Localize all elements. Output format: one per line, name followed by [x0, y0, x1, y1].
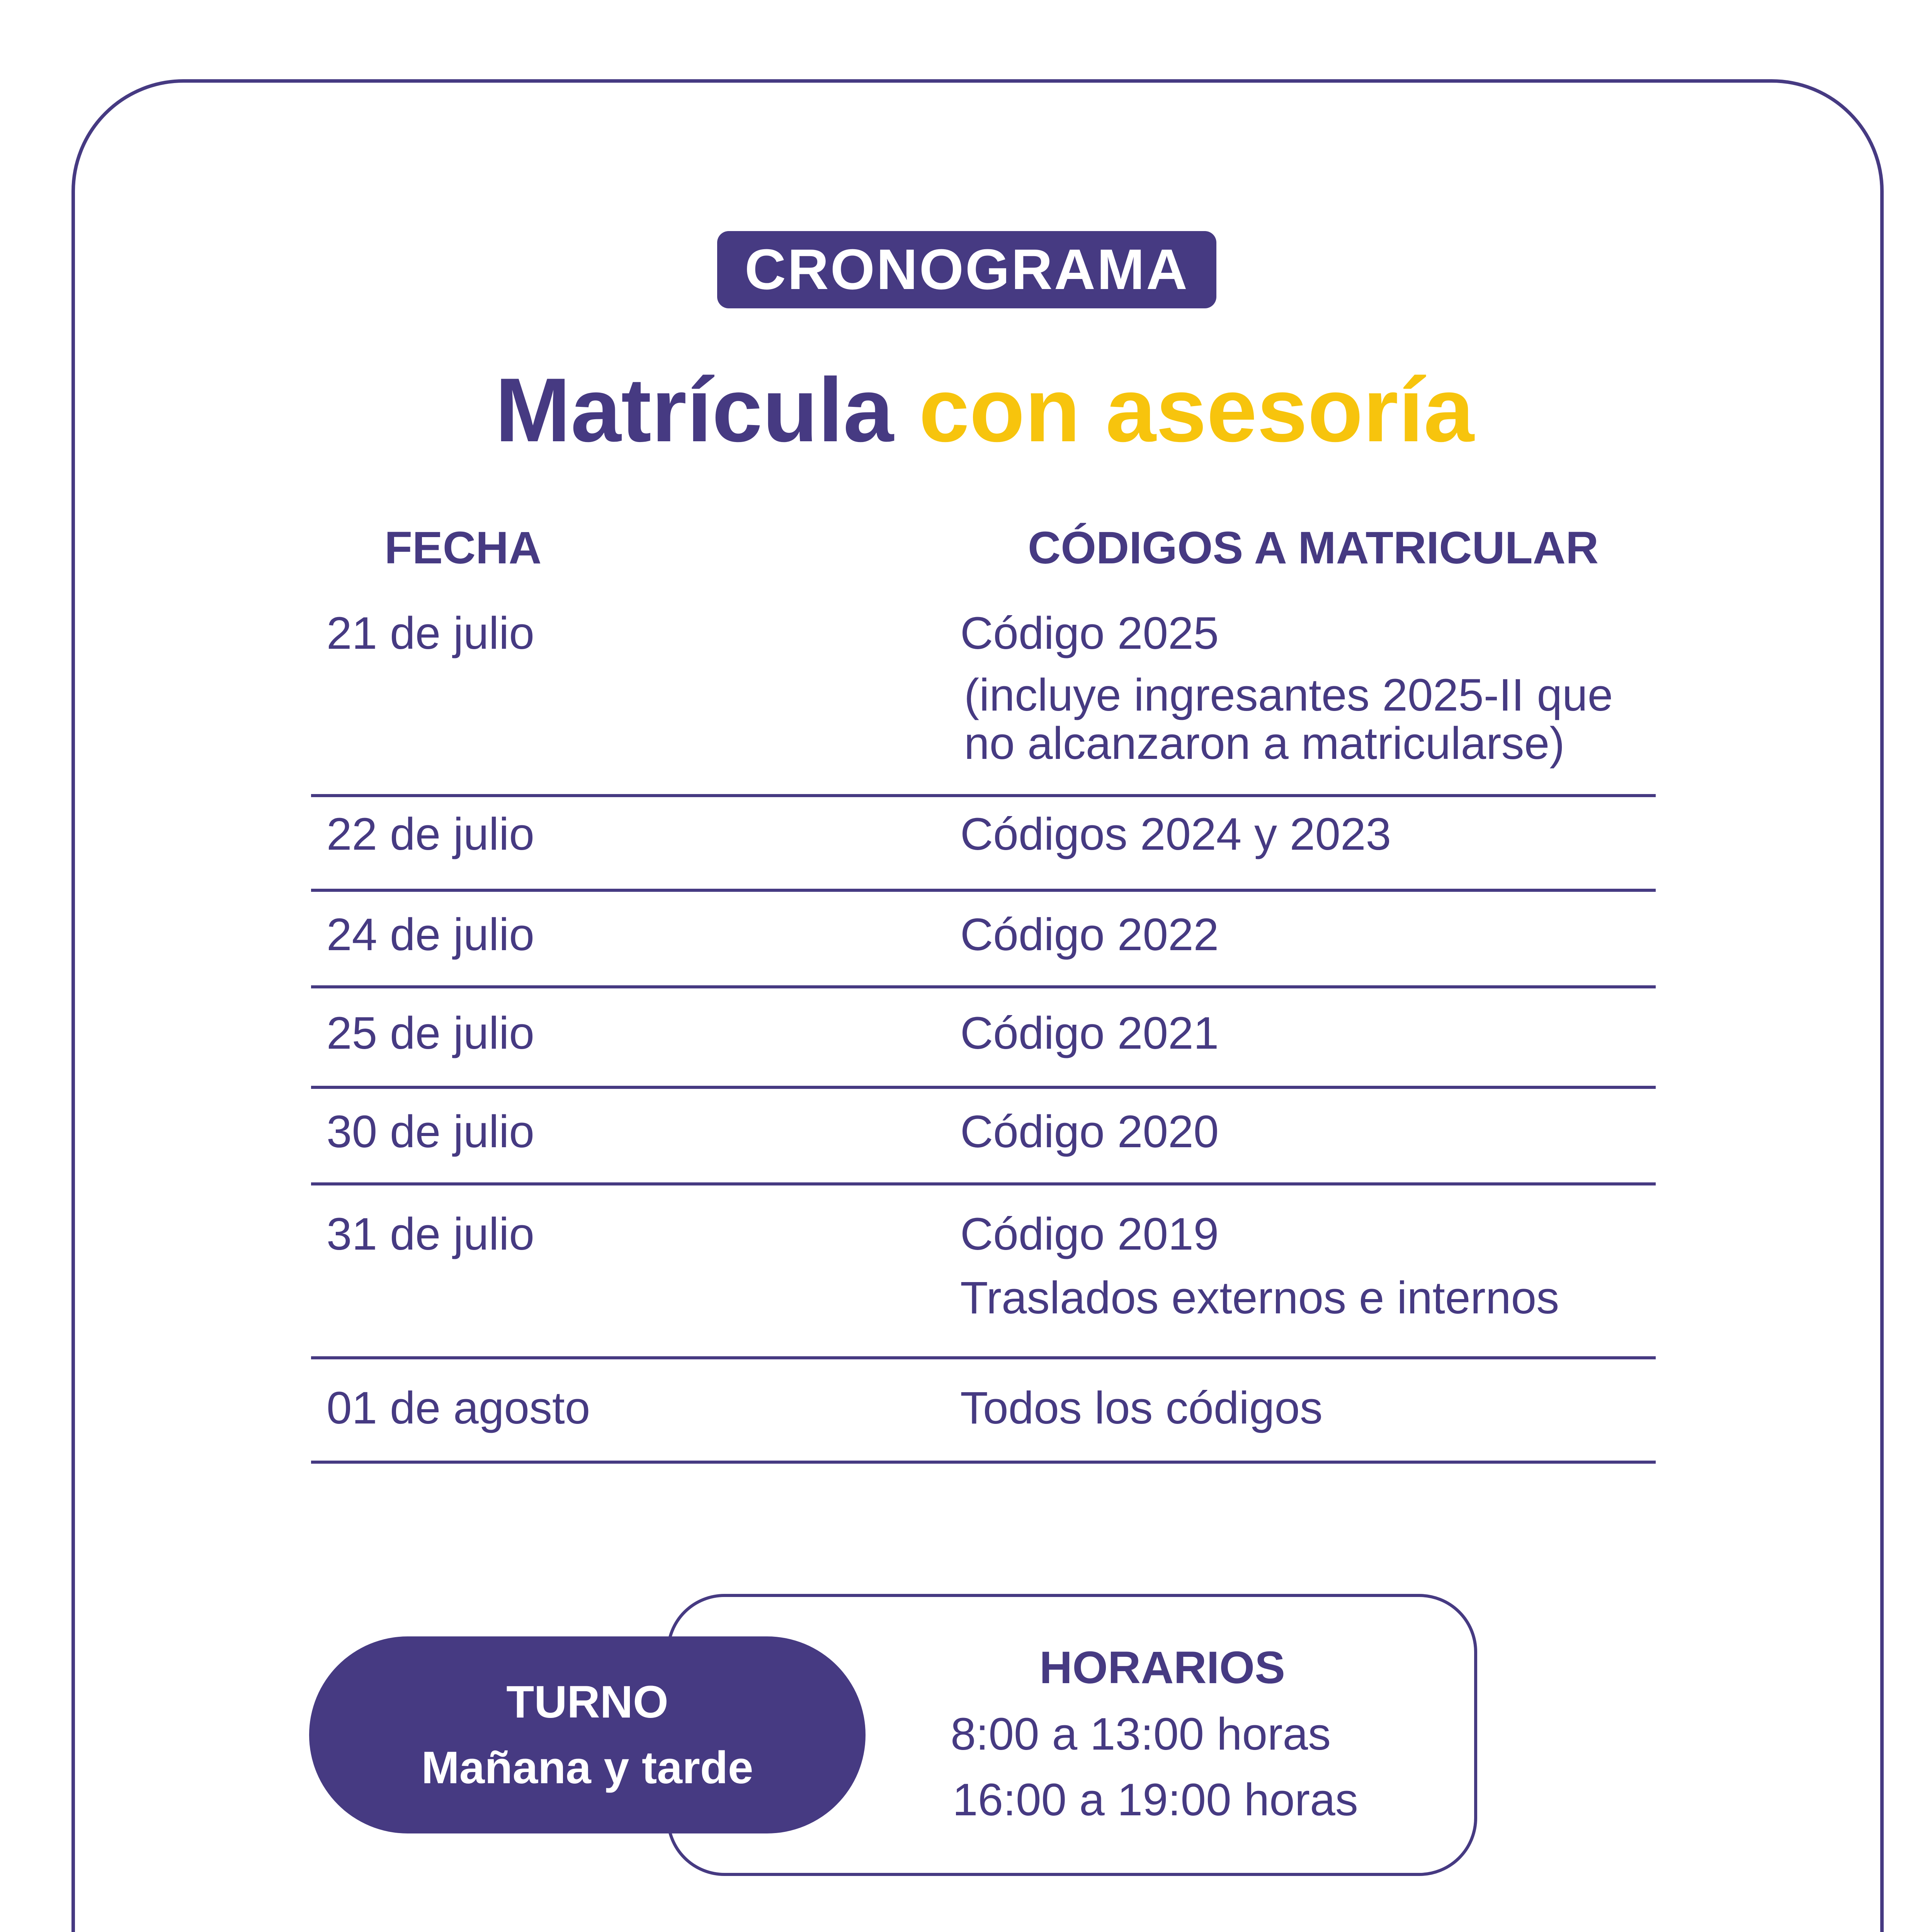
row-4-codigo: Código 2021 — [960, 1008, 1219, 1059]
row-1-nota-1: (incluye ingresantes 2025-II que — [964, 670, 1613, 721]
title-part-1: Matrícula — [495, 359, 894, 461]
row-7-fecha: 01 de agosto — [327, 1383, 590, 1434]
row-1-fecha: 21 de julio — [327, 608, 534, 659]
header-codigos: CÓDIGOS A MATRICULAR — [1028, 522, 1599, 573]
row-divider — [311, 1086, 1656, 1089]
row-divider — [311, 985, 1656, 988]
row-divider — [311, 1461, 1656, 1464]
row-4-fecha: 25 de julio — [327, 1008, 534, 1059]
turno-label: TURNO — [506, 1677, 668, 1728]
row-3-fecha: 24 de julio — [327, 909, 534, 960]
cronograma-badge: CRONOGRAMA — [717, 231, 1216, 308]
row-6-nota-1: Traslados externos e internos — [960, 1272, 1560, 1323]
row-2-fecha: 22 de julio — [327, 809, 534, 860]
row-5-codigo: Código 2020 — [960, 1106, 1219, 1157]
row-divider — [311, 1182, 1656, 1185]
page-title — [0, 357, 1932, 462]
row-6-fecha: 31 de julio — [327, 1209, 534, 1260]
horario-item: 8:00 a 13:00 horas — [951, 1709, 1331, 1760]
row-1-nota-2: no alcanzaron a matricularse) — [964, 718, 1565, 769]
horarios-label: HORARIOS — [1039, 1642, 1285, 1693]
row-5-fecha: 30 de julio — [327, 1106, 534, 1157]
row-7-codigo: Todos los códigos — [960, 1383, 1323, 1434]
header-fecha: FECHA — [384, 522, 542, 573]
row-divider — [311, 1356, 1656, 1359]
row-divider — [311, 889, 1656, 892]
row-divider — [311, 794, 1656, 797]
turno-pill — [309, 1636, 866, 1833]
row-3-codigo: Código 2022 — [960, 909, 1219, 960]
row-6-codigo: Código 2019 — [960, 1209, 1219, 1260]
horario-item: 16:00 a 19:00 horas — [952, 1774, 1358, 1825]
title-part-2: con asesoría — [919, 359, 1474, 461]
row-2-codigo: Códigos 2024 y 2023 — [960, 809, 1391, 860]
row-1-codigo: Código 2025 — [960, 608, 1219, 659]
turno-value: Mañana y tarde — [421, 1742, 753, 1793]
